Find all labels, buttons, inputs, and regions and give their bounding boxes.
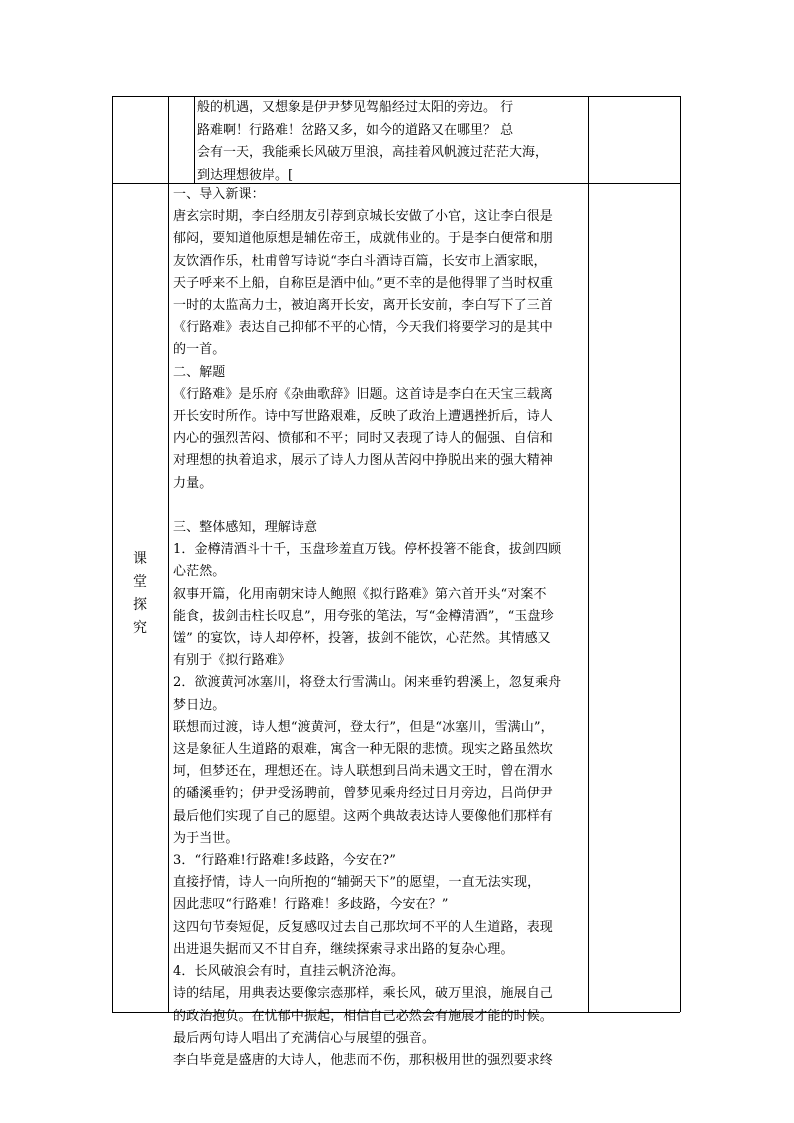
text-line: 对理想的执着追求，展示了诗人力图从苦闷中挣脱出来的强大精神 <box>173 453 553 469</box>
text-line: 力量。 <box>173 475 213 491</box>
text-line: 这四句节奏短促，反复感叹过去自己那坎坷不平的人生道路，表现 <box>173 919 553 935</box>
text-line: 一时的太监高力士，被迫离开长安，离开长安前，李白写下了三首 <box>173 298 553 314</box>
text-line: 直接抒情，诗人一向所抱的“辅弼天下”的愿望，一直无法实现， <box>173 875 541 891</box>
text-line: 的磻溪垂钓；伊尹受汤聘前，曾梦见乘舟经过日月旁边，吕尚伊尹 <box>173 786 553 802</box>
text-line: 的一首。 <box>173 342 226 358</box>
text-line: 这是象征人生道路的艰难，寓含一种无限的悲愤。现实之路虽然坎 <box>173 742 553 758</box>
section-label-char: 课 <box>133 551 147 567</box>
section-label-char: 探 <box>133 597 147 613</box>
text-line: 心茫然。 <box>173 564 226 580</box>
text-line: 馐” 的宴饮，诗人却停杯，投箸，拔剑不能饮，心茫然。其情感又 <box>173 631 551 647</box>
text-line: 的政治抱负。在忧郁中振起，相信自己必然会有施展才能的时候。 <box>173 1008 553 1024</box>
column-divider-inner <box>194 96 195 183</box>
text-line: 诗的结尾，用典表达要像宗悫那样，乘长风，破万里浪，施展自己 <box>173 986 553 1002</box>
text-line: 友饮酒作乐，杜甫曾写诗说“李白斗酒诗百篇，长安市上酒家眠， <box>173 253 547 269</box>
text-line: 《行路难》表达自己抑郁不平的心情，今天我们将要学习的是其中 <box>173 320 553 336</box>
text-line: 联想而过渡，诗人想“渡黄河，登太行”，但是“冰塞川，雪满山”， <box>173 719 554 735</box>
text-line: 最后他们实现了自己的愿望。这两个典故表达诗人要像他们那样有 <box>173 808 553 824</box>
lesson-content <box>173 184 585 1072</box>
text-line: 2．欲渡黄河冰塞川，将登太行雪满山。闲来垂钓碧溪上，忽复乘舟 <box>173 675 562 691</box>
section-label-char: 堂 <box>133 574 147 590</box>
text-line: 郁闷，要知道他原想是辅佐帝王，成就伟业的。于是李白便常和朋 <box>173 231 553 247</box>
text-line: 路难啊！行路难！岔路又多，如今的道路又在哪里？ 总 <box>197 122 514 138</box>
text-line: 开长安时所作。诗中写世路艰难，反映了政治上遭遇挫折后，诗人 <box>173 409 553 425</box>
text-line: 3．“行路难!行路难!多歧路，今安在?” <box>173 853 396 869</box>
text-line: 唐玄宗时期，李白经朋友引荐到京城长安做了小官，这让李白很是 <box>173 209 553 225</box>
text-line: 最后两句诗人唱出了充满信心与展望的强音。 <box>173 1030 436 1046</box>
section-label <box>112 548 168 640</box>
text-line: 内心的强烈苦闷、愤郁和不平；同时又表现了诗人的倔强、自信和 <box>173 431 553 447</box>
blank-line <box>173 495 585 517</box>
text-line: 李白毕竟是盛唐的大诗人，他悲而不伤，那积极用世的强烈要求终 <box>173 1052 553 1068</box>
section-label-char: 究 <box>133 620 147 636</box>
column-divider-label <box>168 96 169 1012</box>
text-line: 因此悲叹“行路难！行路难！多歧路，今安在？” <box>173 897 449 913</box>
text-line: 能食，拔剑击柱长叹息”，用夸张的笔法，写“金樽清酒”，“玉盘珍 <box>173 608 554 624</box>
text-line: 4．长风破浪会有时，直挂云帆济沧海。 <box>173 964 405 980</box>
column-divider-content <box>588 96 589 1012</box>
text-line: 天子呼来不上船，自称臣是酒中仙。”更不幸的是他得罪了当时权重 <box>173 275 554 291</box>
text-line: 为于当世。 <box>173 830 239 846</box>
text-line: 坷，但梦还在，理想还在。诗人联想到吕尚未遇文王时，曾在渭水 <box>173 764 553 780</box>
top-cell-text <box>197 97 587 187</box>
text-line: 《行路难》是乐府《杂曲歌辞》旧题。这首诗是李白在天宝三载离 <box>173 386 553 402</box>
text-line: 1．金樽清酒斗十千，玉盘珍羞直万钱。停杯投箸不能食，拔剑四顾 <box>173 542 562 558</box>
text-line: 梦日边。 <box>173 697 226 713</box>
text-line: 般的机遇，又想象是伊尹梦见驾船经过太阳的旁边。 行 <box>197 100 514 115</box>
text-line: 到达理想彼岸。[ <box>197 167 294 183</box>
table-right-border <box>680 96 681 1012</box>
text-line: 出进退失据而又不甘自弃，继续探索寻求出路的复杂心理。 <box>173 941 514 957</box>
text-line: 三、整体感知，理解诗意 <box>173 520 318 536</box>
text-line: 有别于《拟行路难》 <box>173 653 291 669</box>
text-line: 二、解题 <box>173 364 226 380</box>
text-line: 叙事开篇，化用南朝宋诗人鲍照《拟行路难》第六首开头“对案不 <box>173 586 547 602</box>
text-line: 会有一天，我能乘长风破万里浪，高挂着风帆渡过茫茫大海， <box>197 145 549 160</box>
text-line: 一、导入新课： <box>173 187 265 202</box>
